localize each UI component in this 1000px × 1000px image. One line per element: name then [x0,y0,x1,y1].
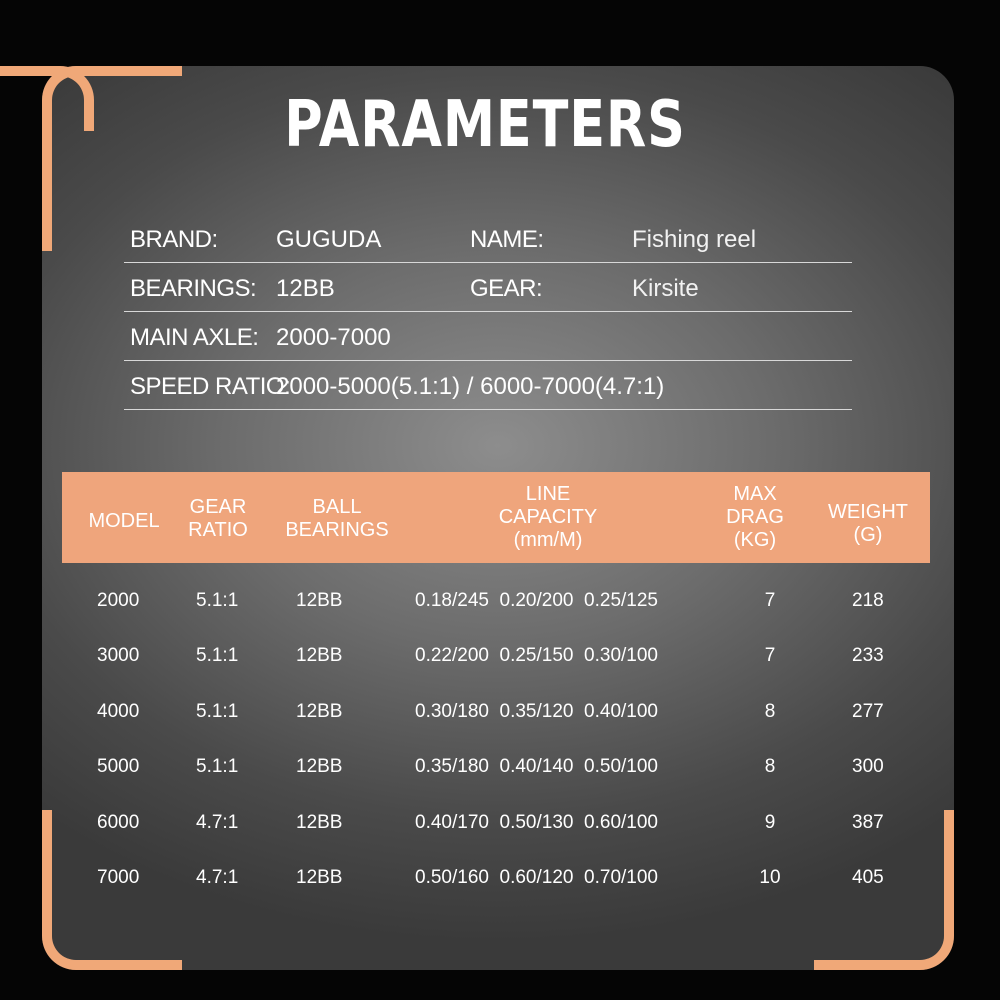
cell-model: 6000 [97,811,140,833]
cell-line-capacity: 0.35/180 0.40/140 0.50/100 [415,756,658,778]
spec-value: 2000-5000(5.1:1) / 6000-7000(4.7:1) [276,373,665,400]
cell-model: 3000 [97,645,140,667]
cell-max-drag: 8 [764,700,776,722]
spec-label: MAIN AXLE: [130,324,259,351]
cell-model: 7000 [97,866,140,888]
cell-ball-bearings: 12BB [296,756,343,778]
table-row [62,573,930,628]
cell-weight: 405 [852,866,884,888]
cell-weight: 387 [852,811,884,833]
spec-value: GUGUDA [276,226,382,253]
header-model: MODEL [88,510,160,532]
header-max-drag: MAX DRAG (KG) [726,483,784,551]
cell-line-capacity: 0.22/200 0.25/150 0.30/100 [415,645,658,667]
spec-row-main-axle [124,312,852,361]
cell-model: 5000 [97,756,140,778]
header-weight: WEIGHT (G) [828,501,908,546]
cell-gear-ratio: 5.1:1 [196,756,239,778]
spec-row-speed-ratio [124,361,852,410]
cell-weight: 300 [852,756,884,778]
spec-list [124,214,852,410]
spec-value: Kirsite [632,275,699,302]
page-title: PARAMETERS [284,88,686,162]
cell-gear-ratio: 4.7:1 [196,866,239,888]
cell-weight: 218 [852,590,884,611]
table-row [62,850,930,905]
cell-max-drag: 10 [759,866,781,888]
cell-gear-ratio: 4.7:1 [196,811,239,833]
spec-value: 12BB [276,275,335,302]
table-row [62,628,930,683]
spec-label: BEARINGS: [130,275,257,302]
cell-ball-bearings: 12BB [296,590,343,611]
cell-model: 2000 [97,590,140,611]
spec-label: NAME: [470,226,544,253]
cell-ball-bearings: 12BB [296,645,343,667]
cell-gear-ratio: 5.1:1 [196,700,239,722]
cell-gear-ratio: 5.1:1 [196,590,239,611]
cell-weight: 233 [852,645,884,667]
cell-model: 4000 [97,700,140,722]
table-row [62,795,930,850]
cell-ball-bearings: 12BB [296,866,343,888]
cell-line-capacity: 0.18/245 0.20/200 0.25/125 [415,590,658,611]
cell-max-drag: 8 [764,756,776,778]
table-header [62,472,930,563]
header-gear-ratio: GEAR RATIO [188,496,248,541]
cell-line-capacity: 0.50/160 0.60/120 0.70/100 [415,866,658,888]
cell-weight: 277 [852,700,884,722]
cell-max-drag: 7 [764,590,776,611]
cell-ball-bearings: 12BB [296,811,343,833]
table-row [62,684,930,739]
header-ball-bearings: BALL BEARINGS [285,496,389,541]
spec-label: BRAND: [130,226,218,253]
cell-ball-bearings: 12BB [296,700,343,722]
table-body [62,573,930,905]
corner-accent-top-right [0,66,94,131]
cell-line-capacity: 0.30/180 0.35/120 0.40/100 [415,700,658,722]
spec-value: Fishing reel [632,226,757,253]
spec-label: SPEED RATIO: [130,373,291,400]
spec-label: GEAR: [470,275,543,302]
spec-value: 2000-7000 [276,324,391,351]
table-row [62,739,930,794]
header-line-capacity: LINE CAPACITY (mm/M) [498,483,598,551]
cell-gear-ratio: 5.1:1 [196,645,239,667]
spec-row-brand [124,214,852,263]
cell-line-capacity: 0.40/170 0.50/130 0.60/100 [415,811,658,833]
spec-row-bearings [124,263,852,312]
cell-max-drag: 9 [764,811,776,833]
cell-max-drag: 7 [764,645,776,667]
